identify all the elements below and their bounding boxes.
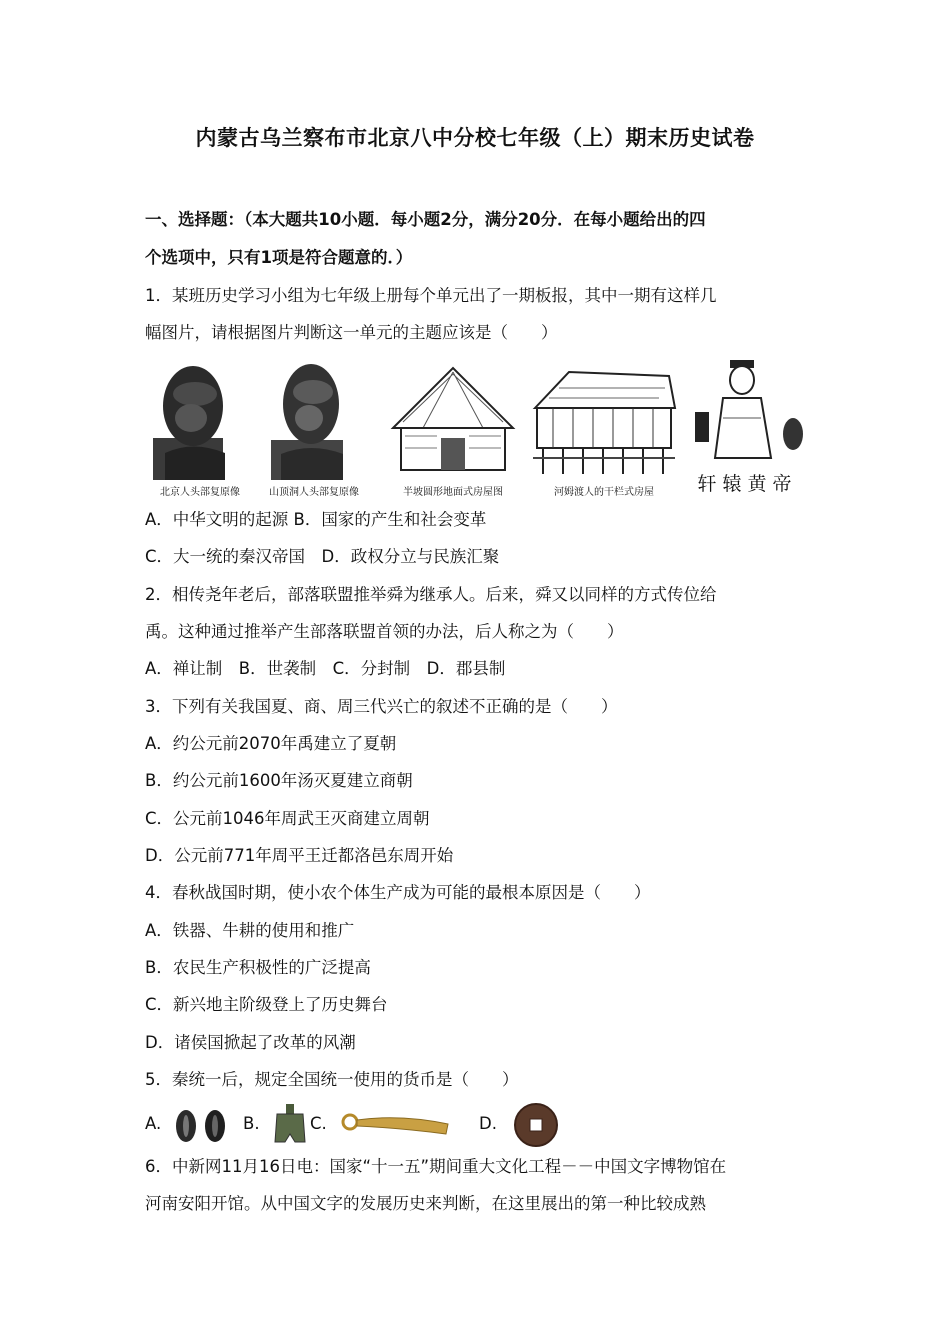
q4-option-c: C．新兴地主阶级登上了历史舞台 [145,995,388,1014]
q3-option-a: A．约公元前2070年禹建立了夏朝 [145,734,397,753]
q5-option-b-label: B. [243,1114,260,1133]
q6-stem-line-1: 6．中新网11月16日电：国家“十一五”期间重大文化工程－－中国文字博物馆在 [145,1157,727,1176]
q5-stem: 5．秦统一后，规定全国统一使用的货币是（ ） [145,1070,519,1089]
section-heading-line-2: 个选项中，只有1项是符合题意的．） [145,248,413,267]
knife-money-icon [340,1110,452,1144]
banpo-house-caption: 半坡圆形地面式房屋图 [403,487,503,498]
banliang-coin-icon [513,1102,559,1152]
upper-cave-man-caption: 山顶洞人头部复原像 [269,487,359,498]
q5-option-c-label: C. [310,1114,327,1133]
q5-option-a-label: A. [145,1114,162,1133]
shell-money-icon [173,1108,229,1148]
q4-option-d: D．诸侯国掀起了改革的风潮 [145,1033,356,1052]
peking-man-bust-image [145,358,255,498]
yellow-emperor-caption: 轩辕黄帝 [697,473,798,495]
q6-stem-line-2: 河南安阳开馆。从中国文字的发展历史来判断，在这里展出的第一种比较成熟 [145,1194,706,1213]
page-title: 内蒙古乌兰察布市北京八中分校七年级（上）期末历史试卷 [195,126,755,150]
yellow-emperor-image [685,358,810,498]
q1-stem-line-1: 1．某班历史学习小组为七年级上册每个单元出了一期板报，其中一期有这样几 [145,286,717,305]
q4-stem: 4．春秋战国时期，使小农个体生产成为可能的最根本原因是（ ） [145,883,651,902]
q2-stem-line-2: 禹。这种通过推举产生部落联盟首领的办法，后人称之为（ ） [145,622,624,641]
q2-stem-line-1: 2．相传尧年老后，部落联盟推举舜为继承人。后来，舜又以同样的方式传位给 [145,585,717,604]
q3-option-d: D．公元前771年周平王迁都洛邑东周开始 [145,846,454,865]
peking-man-caption: 北京人头部复原像 [160,487,240,498]
hemudu-house-caption: 河姆渡人的干栏式房屋 [554,487,654,498]
q1-image-strip [145,358,810,498]
q1-options-cd: C．大一统的秦汉帝国 D．政权分立与民族汇聚 [145,547,500,566]
banpo-house-image [383,358,523,498]
q1-stem-line-2: 幅图片，请根据图片判断这一单元的主题应该是（ ） [145,323,558,342]
q5-option-d-label: D. [479,1114,497,1133]
q4-option-a: A．铁器、牛耕的使用和推广 [145,921,355,940]
q3-option-b: B．约公元前1600年汤灭夏建立商朝 [145,771,413,790]
q5-options [145,1102,810,1146]
q3-stem: 3．下列有关我国夏、商、周三代兴亡的叙述不正确的是（ ） [145,697,618,716]
spade-money-icon [273,1104,307,1150]
upper-cave-man-bust-image [259,358,369,498]
q2-options: A．禅让制 B．世袭制 C．分封制 D．郡县制 [145,659,506,678]
q3-option-c: C．公元前1046年周武王灭商建立周朝 [145,809,430,828]
section-heading-line-1: 一、选择题：（本大题共10小题．每小题2分，满分20分．在每小题给出的四 [145,210,706,229]
hemudu-stilt-house-image [529,358,679,498]
q1-options-ab: A．中华文明的起源 B．国家的产生和社会变革 [145,510,487,529]
q4-option-b: B．农民生产积极性的广泛提高 [145,958,371,977]
